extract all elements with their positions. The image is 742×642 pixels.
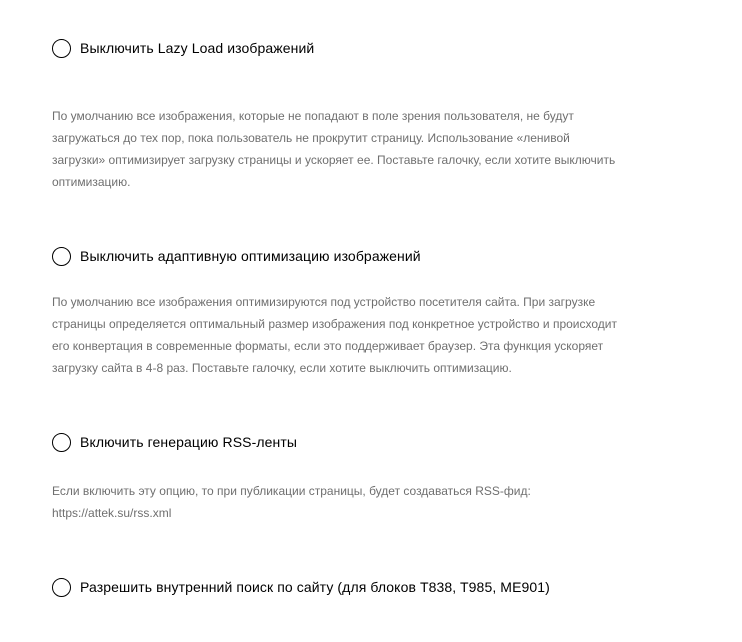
radio-button-disable-adaptive-optimization[interactable] bbox=[52, 247, 71, 266]
option-disable-lazy-load bbox=[52, 37, 692, 189]
option-enable-internal-search bbox=[52, 576, 692, 598]
option-disable-adaptive-optimization bbox=[52, 245, 692, 375]
option-disable-lazy-load-row[interactable] bbox=[52, 37, 692, 59]
option-disable-adaptive-optimization-row[interactable] bbox=[52, 245, 692, 267]
option-enable-rss-row[interactable] bbox=[52, 431, 692, 453]
option-label: Выключить адаптивную оптимизацию изображений bbox=[80, 248, 421, 264]
option-label: Включить генерацию RSS-ленты bbox=[80, 434, 298, 450]
radio-button-enable-rss[interactable] bbox=[52, 433, 71, 452]
option-label: Разрешить внутренний поиск по сайту (для блоков T838, T985, ME901) bbox=[80, 579, 550, 595]
radio-button-enable-internal-search[interactable] bbox=[52, 578, 71, 597]
description-line: По умолчанию все изображения, которые не попадают в поле зрения пользователя, не будут bbox=[52, 109, 574, 123]
description-line: оптимизацию. bbox=[52, 175, 131, 189]
description-line: загрузки» оптимизирует загрузку страницы и ускоряет ее. Поставьте галочку, если хотите выключить bbox=[52, 153, 616, 167]
option-enable-rss bbox=[52, 431, 692, 520]
option-description bbox=[52, 291, 672, 379]
description-line: По умолчанию все изображения оптимизируются под устройство посетителя сайта. При загрузке bbox=[52, 295, 596, 309]
description-line: его конвертация в современные форматы, если это поддерживает браузер. Эта функция ускоряет bbox=[52, 339, 604, 353]
rss-feed-url: https://attek.su/rss.xml bbox=[52, 506, 172, 520]
option-description bbox=[52, 480, 672, 524]
option-description bbox=[52, 105, 672, 193]
description-line: страницы определяется оптимальный размер изображения под конкретное устройство и происходит bbox=[52, 317, 617, 331]
description-line: Если включить эту опцию, то при публикации страницы, будет создаваться RSS-фид: bbox=[52, 484, 531, 498]
option-enable-internal-search-row[interactable] bbox=[52, 576, 692, 598]
description-line: загружаться до тех пор, пока пользователь не прокрутит страницу. Использование «ленивой bbox=[52, 131, 570, 145]
description-line: загрузку сайта в 4-8 раз. Поставьте галочку, если хотите выключить оптимизацию. bbox=[52, 361, 512, 375]
radio-button-disable-lazy-load[interactable] bbox=[52, 39, 71, 58]
option-label: Выключить Lazy Load изображений bbox=[80, 40, 315, 56]
